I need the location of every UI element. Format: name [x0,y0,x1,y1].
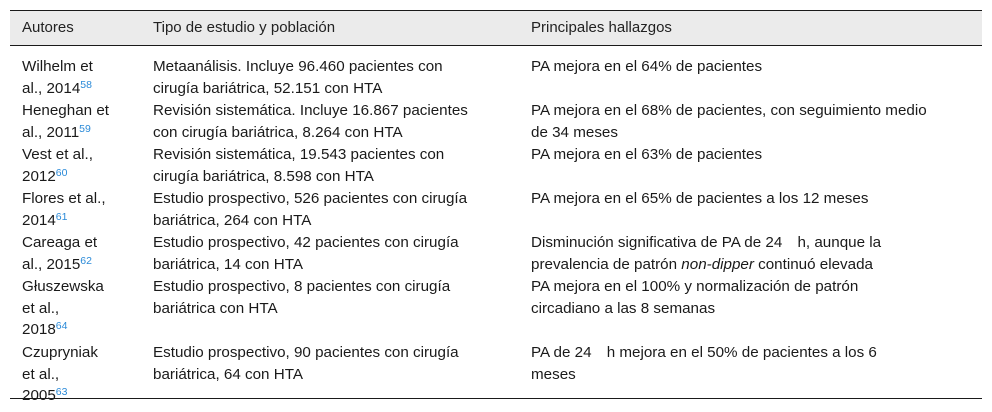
author-cell: Flores et al., 2014$^{61}$ [22,190,106,229]
table-bottom-rule [10,398,982,399]
table-row [10,232,982,276]
author-cell: Wilhelm et al., 2014$^{58}$ [22,58,93,97]
table-row [10,276,982,342]
author-cell: Careaga et al., 2015$^{62}$ [22,234,98,273]
reference-link[interactable]: 62 [80,254,92,267]
study-cell: Estudio prospectivo, 42 pacientes con cirugía bariátrica, 14 con HTA [153,234,459,273]
author-cell: Vest et al., 2012$^{60}$ [22,146,93,185]
table-header [10,10,982,46]
finding-cell: PA mejora en el 64% de pacientes [531,58,763,75]
table-row [10,100,982,144]
finding-cell: PA de 24 h mejora en el 50% de pacientes a los 6 meses [531,344,877,383]
reference-link[interactable]: 63 [55,386,68,398]
header-authors: Autores [22,19,74,36]
header-findings: Principales hallazgos [531,19,672,36]
reference-link[interactable]: 64 [55,320,68,332]
finding-cell: Disminución significativa de PA de 24 h, aunque la prevalencia de patrón non-dipper continuó elevada [531,234,882,273]
reference-link[interactable]: 60 [55,166,68,179]
table-row [10,56,982,100]
study-cell: Revisión sistemática, 19.543 pacientes con cirugía bariátrica, 8.598 con HTA [153,146,445,185]
study-cell: Estudio prospectivo, 526 pacientes con cirugía bariátrica, 264 con HTA [153,190,468,229]
study-cell: Metaanálisis. Incluye 96.460 pacientes con cirugía bariátrica, 52.151 con HTA [153,58,443,97]
finding-cell: PA mejora en el 100% y normalización de patrón circadiano a las 8 semanas [531,278,859,317]
table-row [10,188,982,232]
author-cell: Heneghan et al., 2011$^{59}$ [22,102,109,141]
finding-cell: PA mejora en el 63% de pacientes [531,146,763,163]
finding-cell: PA mejora en el 65% de pacientes a los 12 meses [531,190,869,207]
studies-table [10,10,982,408]
reference-link[interactable]: 58 [80,78,92,91]
author-cell: Czupryniak et al., 2005$^{63}$ [22,344,98,404]
non-dipper-term: non-dipper [681,255,754,273]
table-row [10,144,982,188]
study-cell: Revisión sistemática. Incluye 16.867 pacientes con cirugía bariátrica, 8.264 con HTA [153,102,468,141]
study-cell: Estudio prospectivo, 8 pacientes con cirugía bariátrica con HTA [153,278,451,317]
reference-link[interactable]: 59 [79,122,91,135]
header-study-type: Tipo de estudio y población [153,19,336,36]
author-cell: Głuszewska et al., 2018$^{64}$ [22,278,104,338]
study-cell: Estudio prospectivo, 90 pacientes con cirugía bariátrica, 64 con HTA [153,344,459,383]
reference-link[interactable]: 61 [55,210,68,223]
finding-cell: PA mejora en el 68% de pacientes, con seguimiento medio de 34 meses [531,102,927,141]
